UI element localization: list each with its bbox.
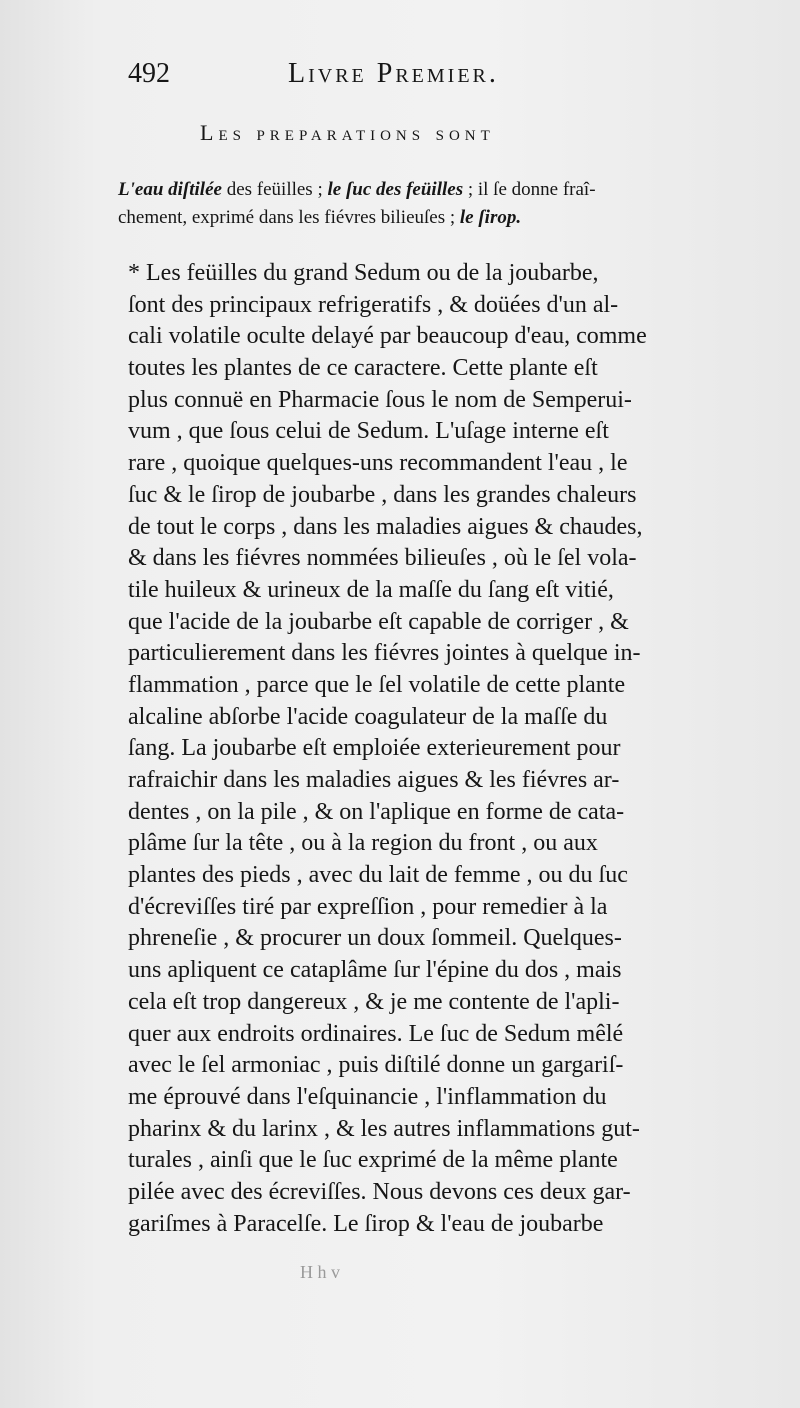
prep-item: L'eau diſtilée [118,179,222,200]
text-line: me éprouvé dans l'eſquinancie , l'inflammation du [128,1083,607,1110]
text-line: * Les feüilles du grand Sedum ou de la joubarbe, [128,260,599,286]
text-line: ſuc & le ſirop de joubarbe , dans les grandes chaleurs [128,481,637,508]
text-line: gariſmes à Paracelſe. Le ſirop & l'eau de joubarbe [128,1210,604,1237]
text-line: rafraichir dans les maladies aigues & les fiévres ar- [128,767,620,793]
text-line: toutes les plantes de ce caractere. Cette plante eſt [128,355,598,382]
text-line: de tout le corps , dans les maladies aigues & chaudes, [128,513,643,540]
preparations-list [118,176,766,232]
prep-text: chement, exprimé dans les fiévres bilieuſes ; [118,207,460,228]
text-line: & dans les fiévres nommées bilieuſes , où le ſel vola- [128,545,637,572]
text-line: plâme ſur la tête , ou à la region du front , ou aux [128,830,598,857]
text-line: avec le ſel armoniac , puis diſtilé donne un gargariſ- [128,1052,624,1079]
text-line: rare , quoique quelques-uns recommandent l'eau , le [128,450,628,477]
text-line: alcaline abſorbe l'acide coagulateur de la maſſe du [128,703,608,730]
text-line: ſang. La joubarbe eſt emploiée exterieurement pour [128,735,621,762]
text-line: plantes des pieds , avec du lait de femme , ou du ſuc [128,862,628,889]
text-line: particulierement dans les fiévres jointes à quelque in- [128,640,641,667]
prep-item: le ſirop. [459,207,522,228]
text-line: cela eſt trop dangereux , & je me contente de l'apli- [128,988,620,1015]
page-number: 492 [128,58,170,89]
prep-item: le ſuc des feüilles [327,179,464,200]
text-line: vum , que ſous celui de Sedum. L'uſage interne eſt [128,418,609,445]
text-line: tile huileux & urineux de la maſſe du ſang eſt vitié, [128,576,614,603]
text-line: flammation , parce que le ſel volatile de cette plante [128,671,626,698]
text-line: quer aux endroits ordinaires. Le ſuc de Sedum mêlé [128,1020,624,1047]
text-line: turales , ainſi que le ſuc exprimé de la même plante [128,1147,618,1174]
text-line: uns apliquent ce cataplâme ſur l'épine du dos , mais [128,957,622,984]
section-heading: Les preparations sont [200,120,495,145]
text-line: pharinx & du larinx , & les autres inflammations gut- [128,1115,640,1142]
body-text [128,258,778,1240]
text-line: pilée avec des écreviſſes. Nous devons ces deux gar- [128,1178,631,1205]
text-line: ſont des principaux refrigeratifs , & doüées d'un al- [128,291,619,318]
text-line: cali volatile oculte delayé par beaucoup d'eau, comme [128,323,647,350]
text-line: phreneſie , & procurer un doux ſommeil. Quelques- [128,925,622,952]
text-line: d'écreviſſes tiré par expreſſion , pour remedier à la [128,893,608,920]
text-line: plus connuë en Pharmacie ſous le nom de Semperui- [128,386,632,413]
prep-text: des feüilles ; [221,179,328,200]
text-line: dentes , on la pile , & on l'aplique en forme de cata- [128,798,625,825]
prep-text: ; il ſe donne fraî- [463,179,596,200]
catchword: H h v [300,1262,340,1282]
running-title: Livre Premier. [288,58,499,89]
preparations-line [118,176,766,204]
preparations-line [118,204,766,232]
page-header [128,58,768,98]
text-line: que l'acide de la joubarbe eſt capable de corriger , & [128,608,629,635]
